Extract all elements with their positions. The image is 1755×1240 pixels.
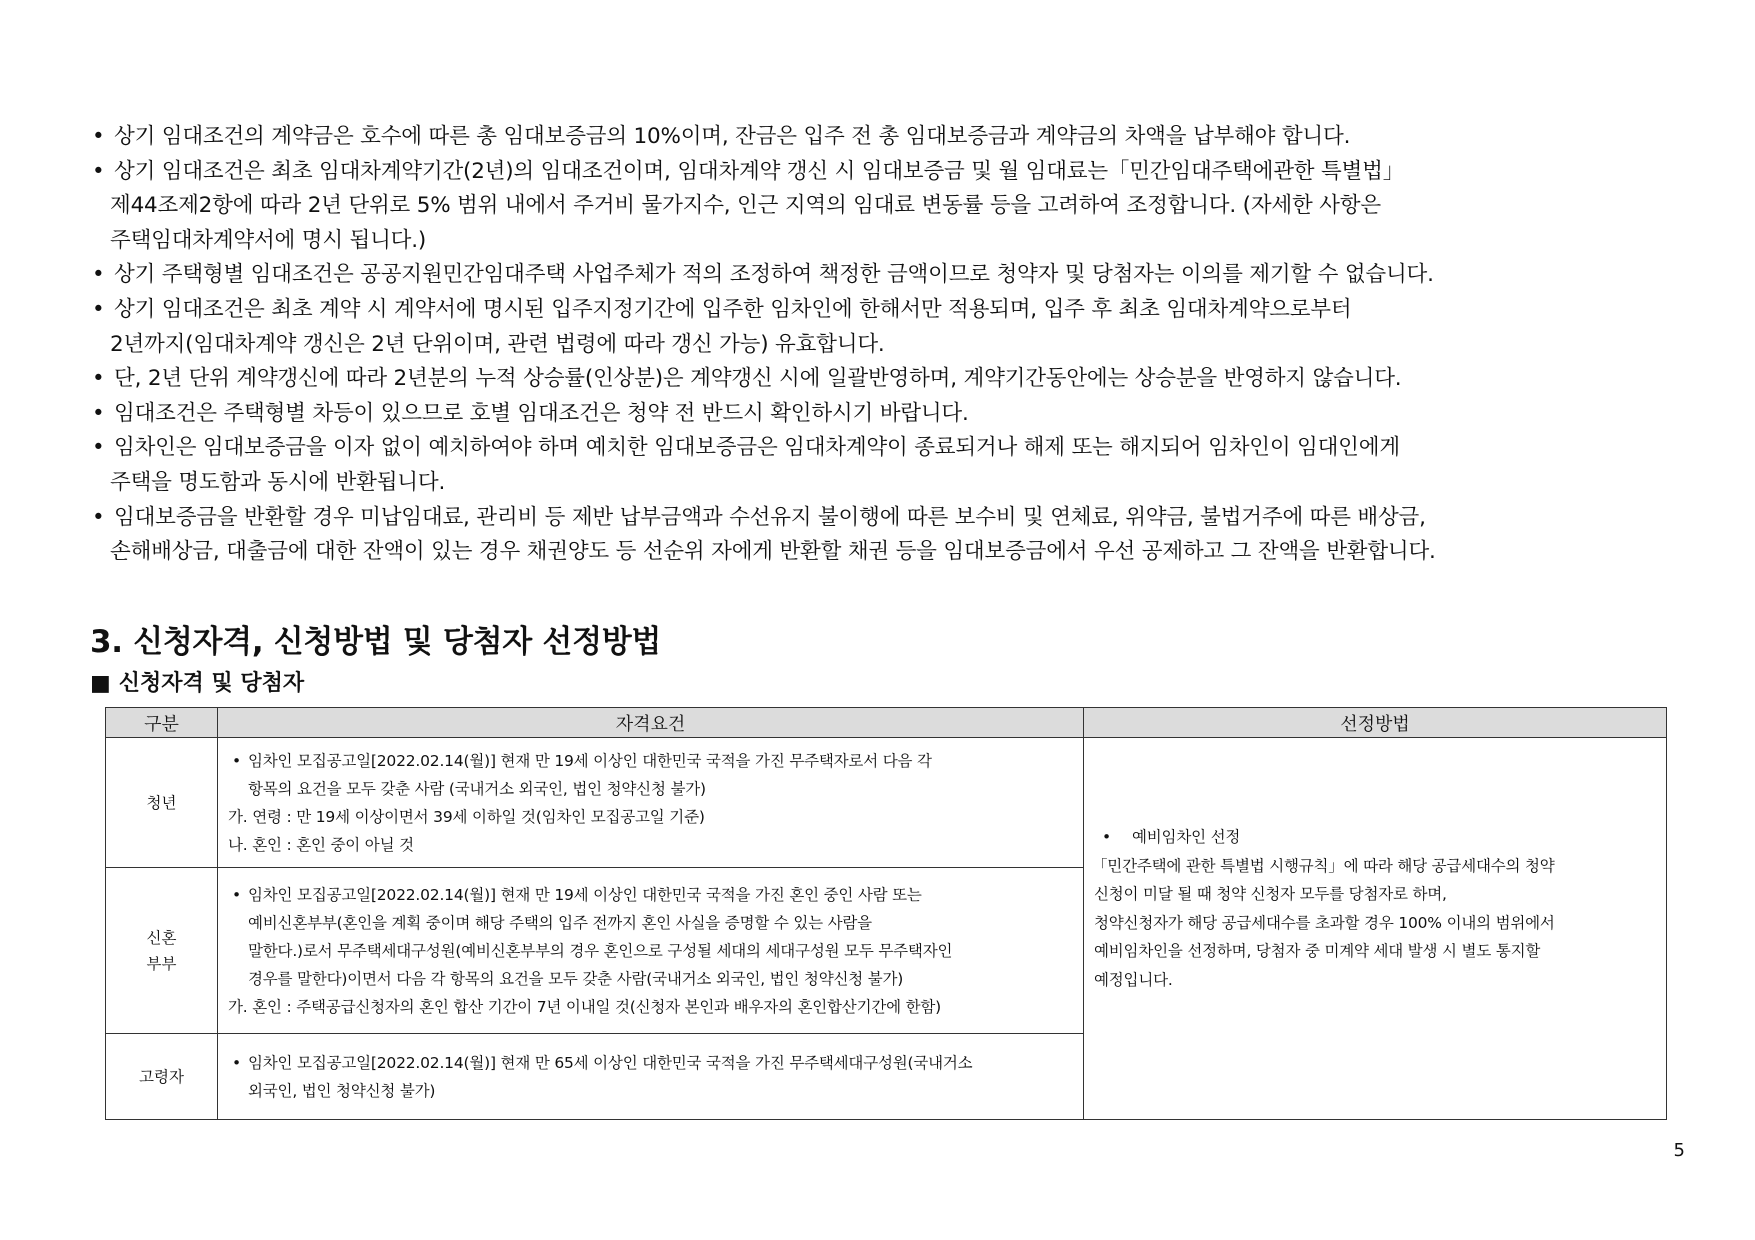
bullet-icon: • [92,124,105,149]
note-item: • 임대조건은 주택형별 차등이 있으므로 호별 임대조건은 청약 전 반드시 확인하시기 바랍니다. [92,397,1672,432]
requirements-youth: • 임차인 모집공고일[2022.02.14(월)] 현재 만 19세 이상인 대한민국 국적을 가진 무주택자로서 다음 각 항목의 요건을 모두 갖춘 사람 (국내거소 외국인, 법인 청약신청 불가) 가. 연령 : 만 19세 이상이면서 39세 이하일 것(임차인 모집공고일 기준) 나. 혼인 : 혼인 중이 아닐 것 [218,738,1084,868]
table-row-youth [106,738,1667,868]
bullet-icon: • [92,435,105,461]
table-header-row [106,708,1667,738]
note-item: • 상기 임대조건은 최초 임대차계약기간(2년)의 임대조건이며, 임대차계약 갱신 시 임대보증금 및 월 임대료는「민간임대주택에관한 특별법」 제44조제2항에 따라 2년 단위로 5% 범위 내에서 주거비 물가지수, 인근 지역의 임대료 변동률 등을 고려하여 조정합니다. (자세한 사항은 주택임대차계약서에 명시 됩니다.) [92,155,1672,259]
square-bullet-icon: ■ [90,671,111,696]
bullet-icon: • [1102,828,1111,846]
bullet-icon: • [92,158,105,184]
note-item: • 단, 2년 단위 계약갱신에 따라 2년분의 누적 상승률(인상분)은 계약갱신 시에 일괄반영하며, 계약기간동안에는 상승분을 반영하지 않습니다. [92,362,1672,397]
bullet-icon: • [92,262,105,288]
header-selection: 선정방법 [1084,708,1667,738]
note-item: • 상기 주택형별 임대조건은 공공지원민간임대주택 사업주체가 적의 조정하여 책정한 금액이므로 청약자 및 당첨자는 이의를 제기할 수 없습니다. [92,258,1672,293]
requirements-senior: • 임차인 모집공고일[2022.02.14(월)] 현재 만 65세 이상인 대한민국 국적을 가진 무주택세대구성원(국내거소 외국인, 법인 청약신청 불가) [218,1034,1084,1120]
bullet-icon: • [232,751,241,770]
note-item: • 상기 임대조건의 계약금은 호수에 따른 총 임대보증금의 10%이며, 잔금은 입주 전 총 임대보증금과 계약금의 차액을 납부해야 합니다. [92,120,1672,155]
bullet-icon: • [92,366,105,392]
category-senior: 고령자 [106,1034,218,1120]
page-number: 5 [1673,1140,1685,1161]
category-youth: 청년 [106,738,218,868]
note-item: • 상기 임대조건은 최초 계약 시 계약서에 명시된 입주지정기간에 입주한 임차인에 한해서만 적용되며, 입주 후 최초 임대차계약으로부터 2년까지(임대차계약 갱신은 2년 단위이며, 관련 법령에 따라 갱신 가능) 유효합니다. [92,293,1672,362]
rental-conditions-notes [92,120,1672,570]
bullet-icon: • [92,400,105,426]
requirements-newlywed: • 임차인 모집공고일[2022.02.14(월)] 현재 만 19세 이상인 대한민국 국적을 가진 혼인 중인 사람 또는 예비신혼부부(혼인을 계획 중이며 해당 주택의 입주 전까지 혼인 사실을 증명할 수 있는 사람을 말한다.)로서 무주택세대구성원(예비신혼부부의 경우 혼인으로 구성될 세대의 세대구성원 모두 무주택자인 경우를 말한다)이면서 다음 각 항목의 요건을 모두 갖춘 사람(국내거소 외국인, 법인 청약신청 불가) 가. 혼인 : 주택공급신청자의 혼인 합산 기간이 7년 이내일 것(신청자 본인과 배우자의 혼인합산기간에 한함) [218,868,1084,1034]
bullet-icon: • [232,885,241,904]
note-item: • 임차인은 임대보증금을 이자 없이 예치하여야 하며 예치한 임대보증금은 임대차계약이 종료되거나 해제 또는 해지되어 임차인이 임대인에게 주택을 명도함과 동시에 반환됩니다. [92,431,1672,500]
qualification-table [105,707,1667,1120]
bullet-icon: • [232,1053,241,1072]
subsection-title: ■ 신청자격 및 당첨자 [90,671,305,696]
category-newlywed: 신혼 부부 [106,868,218,1034]
header-requirements: 자격요건 [218,708,1084,738]
bullet-icon: • [92,296,105,322]
section-title: 3. 신청자격, 신청방법 및 당첨자 선정방법 [90,624,662,660]
note-item: • 임대보증금을 반환할 경우 미납임대료, 관리비 등 제반 납부금액과 수선유지 불이행에 따른 보수비 및 연체료, 위약금, 불법거주에 따른 배상금, 손해배상금, 대출금에 대한 잔액이 있는 경우 채권양도 등 선순위 자에게 반환할 채권 등을 임대보증금에서 우선 공제하고 그 잔액을 반환합니다. [92,501,1672,570]
bullet-icon: • [92,504,105,530]
selection-method: • 예비임차인 선정 「민간주택에 관한 특별법 시행규칙」에 따라 해당 공급세대수의 청약 신청이 미달 될 때 청약 신청자 모두를 당첨자로 하며, 청약신청자가 해당 공급세대수를 초과할 경우 100% 이내의 범위에서 예비임차인을 선정하며, 당첨자 중 미계약 세대 발생 시 별도 통지할 예정입니다. [1084,738,1667,1120]
header-category: 구분 [106,708,218,738]
